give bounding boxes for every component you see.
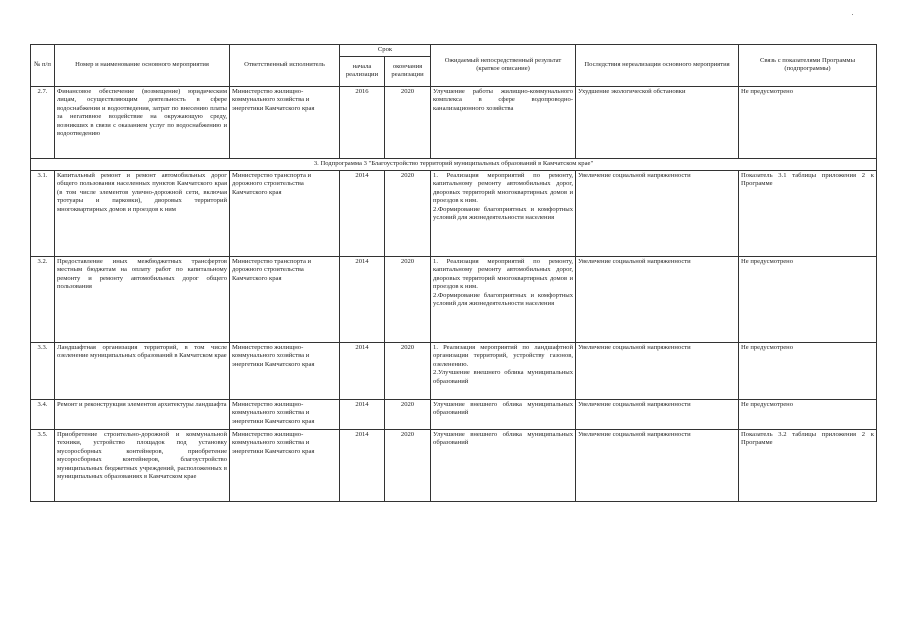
header-responsible: Ответственный исполнитель	[230, 45, 340, 87]
cell-name: Финансовое обеспечение (возмещение) юридическим лицам, осуществляющим деятельность в сфере водоснабжения и водоотведения, затрат по внесению платы за негативное воздействие на окружающую среду, возникших в связи с оказанием услуг по водоснабжению и водоотведению	[55, 86, 230, 158]
cell-no: 2.7.	[31, 86, 55, 158]
section-heading	[31, 158, 877, 170]
cell-result: 1. Реализация мероприятий по ремонту, капитальному ремонту автомобильных дорог, дворовых территорий многоквартирных домов и проездов к ним. 2.Формирование благоприятных и комфортных условий для жизнедеятельности населения	[431, 170, 576, 256]
cell-start: 2014	[340, 256, 385, 342]
cell-no: 3.3.	[31, 342, 55, 399]
cell-link: Не предусмотрено	[739, 399, 877, 429]
header-start: начала реализации	[340, 56, 385, 86]
header-consequences: Последствия нереализации основного мероприятия	[576, 45, 739, 87]
cell-responsible: Министерство жилищно-коммунального хозяйства и энергетики Камчатского края	[230, 399, 340, 429]
cell-result: Улучшение работы жилищно-коммунального комплекса в сфере водопроводно-канализационного хозяйства	[431, 86, 576, 158]
cell-no: 3.2.	[31, 256, 55, 342]
cell-consequences: Увеличение социальной напряженности	[576, 170, 739, 256]
header-term: Срок	[340, 45, 431, 57]
table-row	[31, 429, 877, 501]
table-row	[31, 170, 877, 256]
cell-link: Показатель 3.2 таблицы приложения 2 к Программе	[739, 429, 877, 501]
header-result: Ожидаемый непосредственный результат (краткое описание)	[431, 45, 576, 87]
cell-no: 3.5.	[31, 429, 55, 501]
cell-consequences: Увеличение социальной напряженности	[576, 429, 739, 501]
cell-link: Не предусмотрено	[739, 86, 877, 158]
cell-name: Предоставление иных межбюджетных трансфертов местным бюджетам на оплату работ по капитальному ремонту и ремонту автомобильных дорог общего пользования	[55, 256, 230, 342]
cell-result: 1. Реализация мероприятий по ландшафтной организации территорий, устройству газонов, озеленению. 2.Улучшение внешнего облика муниципальных образований	[431, 342, 576, 399]
scan-speck	[852, 14, 853, 15]
cell-end: 2020	[385, 170, 431, 256]
cell-name: Капитальный ремонт и ремонт автомобильных дорог общего пользования населенных пунктов Камчатского края (в том числе элементов улично-дорожной сети, включая тротуары и парковки), дворовых территорий многоквартирных домов и проездов к ним	[55, 170, 230, 256]
header-end: окончания реализации	[385, 56, 431, 86]
table-row	[31, 256, 877, 342]
cell-start: 2014	[340, 342, 385, 399]
cell-end: 2020	[385, 342, 431, 399]
cell-name: Ремонт и реконструкция элементов архитектуры ландшафта	[55, 399, 230, 429]
header-no: № п/п	[31, 45, 55, 87]
cell-responsible: Министерство транспорта и дорожного строительства Камчатского края	[230, 170, 340, 256]
header-name: Номер и наименование основного мероприятия	[55, 45, 230, 87]
cell-start: 2014	[340, 170, 385, 256]
cell-consequences: Увеличение социальной напряженности	[576, 399, 739, 429]
cell-no: 3.4.	[31, 399, 55, 429]
table-header	[31, 45, 877, 87]
subprogram-rows	[31, 170, 877, 501]
cell-responsible: Министерство жилищно-коммунального хозяйства и энергетики Камчатского края	[230, 342, 340, 399]
cell-responsible: Министерство жилищно-коммунального хозяйства и энергетики Камчатского края	[230, 429, 340, 501]
cell-result: 1. Реализация мероприятий по ремонту, капитальному ремонту автомобильных дорог, дворовых территорий многоквартирных домов и проездов к ним. 2.Формирование благоприятных и комфортных условий для жизнедеятельности населения	[431, 256, 576, 342]
cell-end: 2020	[385, 399, 431, 429]
cell-start: 2016	[340, 86, 385, 158]
cell-result: Улучшение внешнего облика муниципальных образований	[431, 399, 576, 429]
cell-responsible: Министерство транспорта и дорожного строительства Камчатского края	[230, 256, 340, 342]
cell-link: Показатель 3.1 таблицы приложения 2 к Программе	[739, 170, 877, 256]
cell-link: Не предусмотрено	[739, 256, 877, 342]
cell-start: 2014	[340, 399, 385, 429]
table-row	[31, 342, 877, 399]
cell-result: Улучшение внешнего облика муниципальных образований	[431, 429, 576, 501]
table-row	[31, 86, 877, 158]
cell-name: Ландшафтная организация территорий, в том числе озеленение муниципальных образований в Камчатском крае	[55, 342, 230, 399]
rows-before-section	[31, 86, 877, 158]
cell-consequences: Увеличение социальной напряженности	[576, 342, 739, 399]
section-title: 3. Подпрограмма 3 "Благоустройство территорий муниципальных образований в Камчатском крае"	[31, 158, 877, 170]
cell-end: 2020	[385, 256, 431, 342]
cell-end: 2020	[385, 429, 431, 501]
cell-consequences: Увеличение социальной напряженности	[576, 256, 739, 342]
table-row	[31, 399, 877, 429]
cell-responsible: Министерство жилищно-коммунального хозяйства и энергетики Камчатского края	[230, 86, 340, 158]
header-link: Связь с показателями Программы (подпрограммы)	[739, 45, 877, 87]
cell-start: 2014	[340, 429, 385, 501]
cell-no: 3.1.	[31, 170, 55, 256]
cell-end: 2020	[385, 86, 431, 158]
cell-name: Приобретение строительно-дорожной и коммунальной техники, устройство площадок под установку мусоросборных контейнеров, приобретение мусоросборных контейнеров, благоустройство муниципальных бюджетных учреждений, расположенных в муниципальных образованиях в Камчатском крае	[55, 429, 230, 501]
cell-link: Не предусмотрено	[739, 342, 877, 399]
cell-consequences: Ухудшение экологической обстановки	[576, 86, 739, 158]
measures-table	[30, 44, 877, 502]
